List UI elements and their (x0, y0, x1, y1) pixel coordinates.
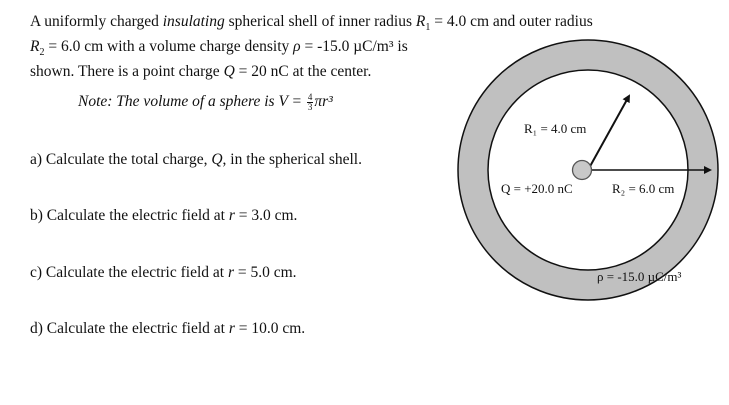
question-variable: Q (211, 151, 223, 168)
question-text: d) Calculate the electric field at (30, 320, 229, 337)
r2-label: R₂ = 6.0 cm (612, 181, 675, 196)
question-text: a) Calculate the total charge, (30, 151, 212, 168)
note-prefix: Note: The volume of a sphere is V = (78, 93, 302, 110)
text-span: = 20 nC at the center. (234, 63, 372, 81)
note-suffix: πr³ (314, 93, 333, 110)
fraction-denominator: 3 (307, 101, 313, 112)
question-text: b) Calculate the electric field at (30, 207, 229, 224)
text-span: shown. There is a point charge (30, 63, 224, 81)
r1-label: R₁ = 4.0 cm (524, 121, 587, 136)
text-span: = 6.0 cm with a volume charge density (44, 38, 294, 56)
text-span: = -15.0 µC/m³ is (300, 38, 408, 56)
question-text: = 10.0 cm. (234, 320, 306, 337)
charge-label: Q = +20.0 nC (501, 181, 573, 196)
subscript-2: 2 (39, 47, 45, 59)
question-text: , in the spherical shell. (222, 151, 362, 168)
symbol-r2: R (30, 38, 40, 56)
symbol-rho: ρ (293, 38, 301, 56)
question-text: = 3.0 cm. (234, 207, 298, 224)
question-variable: r (228, 320, 235, 337)
symbol-q: Q (223, 63, 235, 81)
emphasis-insulating: insulating (162, 13, 225, 30)
text-span: = 4.0 cm and outer radius (430, 13, 593, 30)
question-variable: r (228, 207, 235, 224)
subscript-1: 1 (425, 22, 431, 34)
point-charge (573, 161, 592, 180)
question-text: = 5.0 cm. (234, 264, 297, 281)
question-text: c) Calculate the electric field at (30, 264, 228, 281)
text-span: spherical shell of inner radius (224, 13, 416, 30)
question-variable: r (227, 264, 234, 281)
fraction-numerator: 4 (307, 91, 313, 102)
rho-label: ρ = -15.0 µC/m³ (597, 269, 682, 284)
text-span: A uniformly charged (30, 13, 163, 30)
symbol-r1: R (415, 13, 426, 30)
